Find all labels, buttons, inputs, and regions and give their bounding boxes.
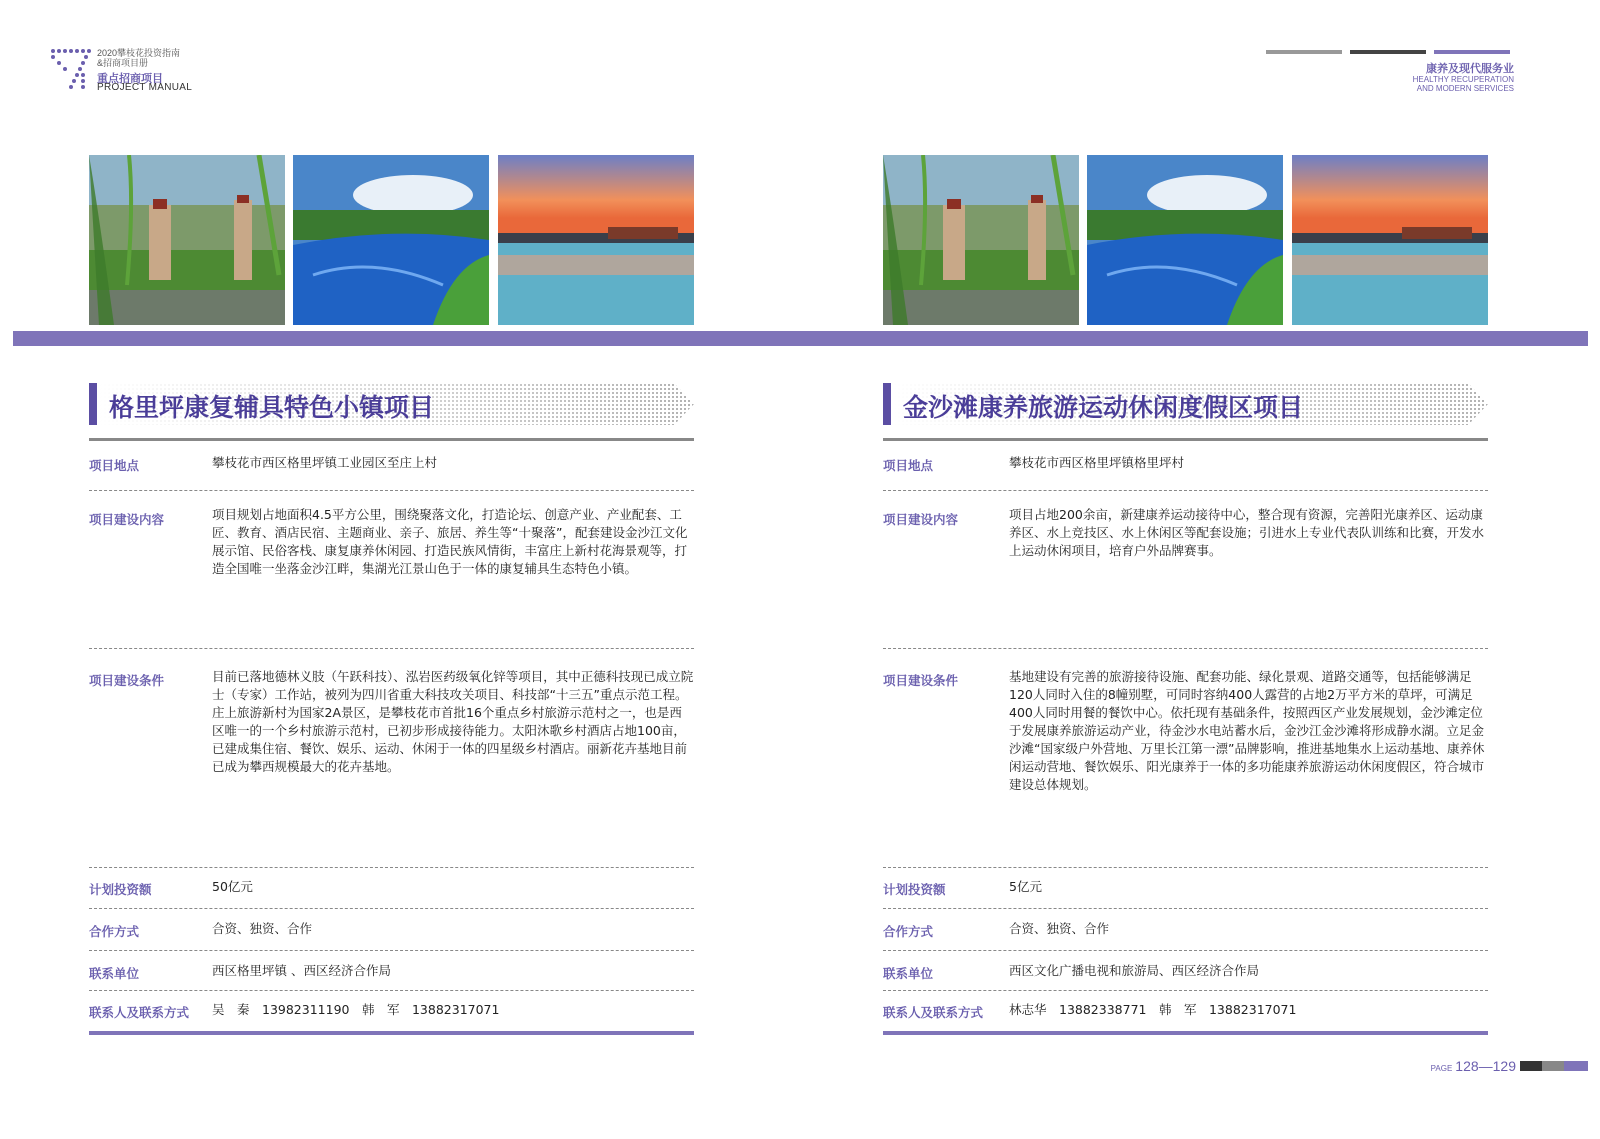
right-label-conditions: 项目建设条件 — [883, 673, 959, 688]
divider — [883, 490, 1488, 491]
header-bar-purple — [1434, 50, 1510, 54]
right-title-block — [883, 383, 1488, 425]
header-line2: &招商项目册 — [97, 58, 149, 68]
section-title-en-2: AND MODERN SERVICES — [1416, 84, 1514, 93]
photo-sunset-lake — [498, 155, 694, 325]
header-en-title: PROJECT MANUAL — [97, 82, 193, 93]
right-conditions: 基地建设有完善的旅游接待设施、配套功能、绿化景观、道路交通等，包括能够满足120人同时入住的8幢别墅，可同时容纳400人露营的占地2万平方米的草坪，可满足400人同时用餐的餐饮中心。依托现有基础条件，按照西区产业发展规划，金沙滩定位于发展康养旅游运动产业，待金沙水电站蓄水后，金沙江金沙滩将形成静水湖。立足金沙滩“国家级户外营地、万里长江第一漂”品牌影响，推进基地集水上运动基地、康养休闲运动营地、餐饮娱乐、阳光康养于一体的多功能康养旅游运动休闲度假区，符合城市建设总体规划。 — [1009, 669, 1485, 792]
header-bar-dark — [1350, 50, 1426, 54]
divider — [883, 648, 1488, 649]
divider — [89, 990, 694, 991]
left-content: 项目规划占地面积4.5平方公里，围绕聚落文化，打造论坛、创意产业、产业配套、工匠、教育、酒店民宿、主题商业、亲子、旅居、养生等“十聚落”，配套建设金沙江文化展示馆、民俗客栈、康复康养休闲园、打造民族风情街，丰富庄上新村花海景观等，打造全国唯一坐落金沙江畔，集湖光江景山色于一体的康复辅具生态特色小镇。 — [212, 507, 688, 576]
divider — [89, 908, 694, 909]
right-investment: 5亿元 — [1009, 879, 1042, 894]
brand-logo — [50, 48, 92, 90]
left-label-location: 项目地点 — [89, 458, 140, 473]
page-number — [1431, 1058, 1516, 1074]
divider — [89, 867, 694, 868]
left-end-rule — [89, 1031, 694, 1035]
right-location: 攀枝花市西区格里坪镇格里坪村 — [1009, 455, 1185, 470]
purple-band — [13, 331, 1588, 346]
section-title-en-1: HEALTHY RECUPERATION — [1412, 75, 1514, 84]
left-project-title: 格里坪康复辅具特色小镇项目 — [109, 393, 435, 422]
footer-bar-dark — [1520, 1061, 1542, 1071]
right-end-rule — [883, 1031, 1488, 1035]
photo-swimming-pool — [293, 155, 489, 325]
right-label-contact: 联系人及联系方式 — [883, 1005, 984, 1020]
left-title-rule — [89, 438, 694, 441]
photo-swimming-pool-2 — [1087, 155, 1283, 325]
left-location: 攀枝花市西区格里坪镇工业园区至庄上村 — [212, 455, 438, 470]
right-contact: 林志华 13882338771 韩 军 13882317071 — [1009, 1002, 1297, 1017]
left-investment: 50亿元 — [212, 879, 253, 894]
right-project-title: 金沙滩康养旅游运动休闲度假区项目 — [903, 393, 1304, 422]
left-label-cooperation: 合作方式 — [89, 924, 140, 939]
divider — [89, 490, 694, 491]
left-label-content: 项目建设内容 — [89, 512, 165, 527]
divider — [883, 867, 1488, 868]
left-title-block — [89, 383, 694, 425]
left-contact: 吴 秦 13982311190 韩 军 13882317071 — [212, 1002, 500, 1017]
left-conditions: 目前已落地德林义肢（午跃科技）、泓岩医药级氧化锌等项目，其中正德科技现已成立院士（专家）工作站，被列为四川省重大科技攻关项目、科技部“十三五”重点示范工程。庄上旅游新村为国家2A景区，是攀枝花市首批16个重点乡村旅游示范村之一，也是西区唯一的一个乡村旅游示范村，已初步形成接待能力。太阳沐歌乡村酒店占地100亩，已建成集住宿、餐饮、娱乐、运动、休闲于一体的四星级乡村酒店。丽新花卉基地目前已成为攀西规模最大的花卉基地。 — [212, 669, 694, 774]
right-label-content: 项目建设内容 — [883, 512, 959, 527]
left-cooperation: 合资、独资、合作 — [212, 921, 313, 936]
right-label-investment: 计划投资额 — [883, 882, 946, 897]
footer-bar-gray — [1542, 1061, 1564, 1071]
left-label-contact: 联系人及联系方式 — [89, 1005, 190, 1020]
divider — [89, 648, 694, 649]
photo-tower-park-2 — [883, 155, 1079, 325]
footer-bar-purple — [1564, 1061, 1588, 1071]
title-accent-bar — [89, 383, 97, 425]
section-title-cn: 康养及现代服务业 — [1426, 62, 1514, 75]
divider — [883, 908, 1488, 909]
right-label-cooperation: 合作方式 — [883, 924, 934, 939]
title-accent-bar — [883, 383, 891, 425]
right-label-unit: 联系单位 — [883, 966, 934, 981]
page-range: 128—129 — [1455, 1058, 1516, 1074]
photo-sunset-lake-2 — [1292, 155, 1488, 325]
left-unit: 西区格里坪镇 、西区经济合作局 — [212, 963, 391, 978]
divider — [883, 950, 1488, 951]
page-prefix: PAGE — [1430, 1064, 1453, 1073]
divider — [883, 990, 1488, 991]
right-title-rule — [883, 438, 1488, 441]
header-cn-title: 重点招商项目 — [97, 72, 163, 85]
right-cooperation: 合资、独资、合作 — [1009, 921, 1110, 936]
left-label-investment: 计划投资额 — [89, 882, 152, 897]
divider — [89, 950, 694, 951]
photo-tower-park — [89, 155, 285, 325]
left-label-conditions: 项目建设条件 — [89, 673, 165, 688]
header-line1: 2020攀枝花投资指南 — [97, 48, 181, 58]
left-label-unit: 联系单位 — [89, 966, 140, 981]
right-label-location: 项目地点 — [883, 458, 934, 473]
header-bar-gray — [1266, 50, 1342, 54]
right-content: 项目占地200余亩，新建康养运动接待中心，整合现有资源，完善阳光康养区、运动康养区、水上竞技区、水上休闲区等配套设施；引进水上专业代表队训练和比赛，开发水上运动休闲项目，培育户外品牌赛事。 — [1009, 507, 1485, 558]
right-unit: 西区文化广播电视和旅游局、西区经济合作局 — [1009, 963, 1260, 978]
